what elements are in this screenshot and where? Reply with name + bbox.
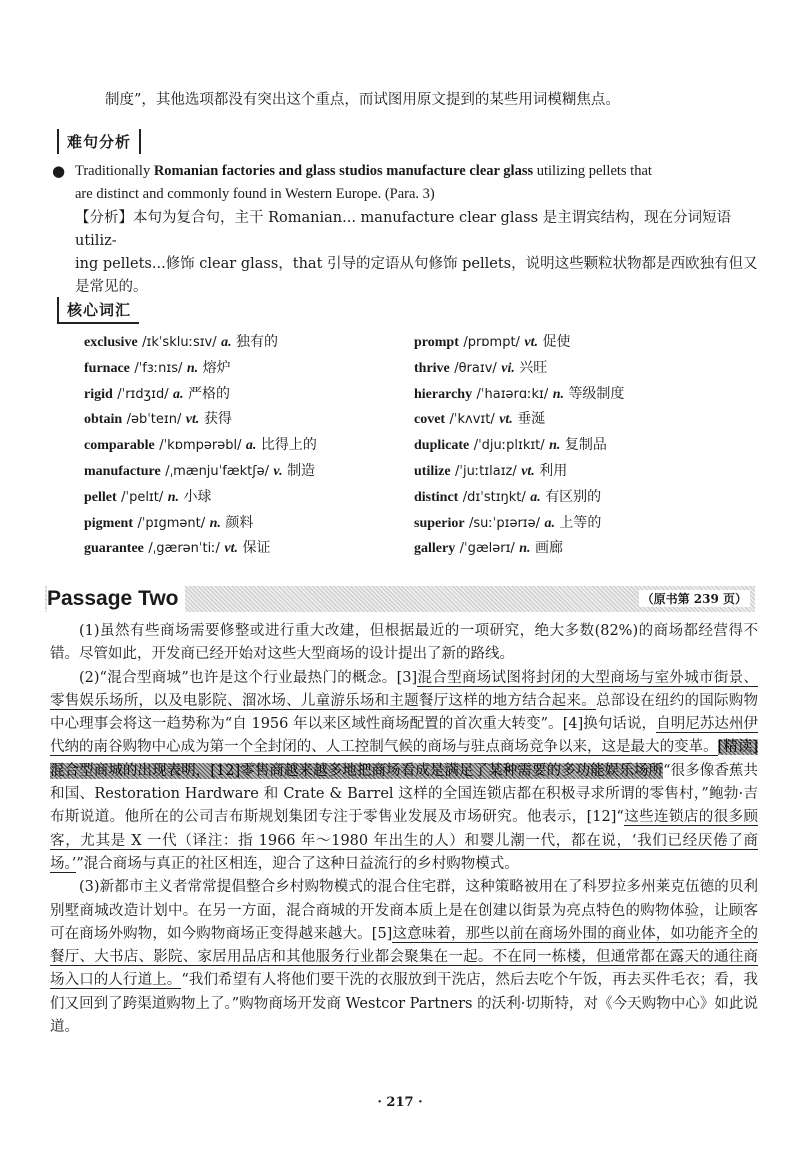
- section-heading-difficult-sentences: 难句分析: [57, 129, 141, 154]
- vocab-pho: /ˈjuːtɪlaɪz/: [455, 463, 517, 479]
- text-run: “很多像香蕉共和国、Restoration Hardware 和 Crate & Barrel 这样的全国连锁店都在积极寻求所谓的零售村，”鲍勃·吉布斯说道。他所在的公司吉布斯规划集团专注于零售业发展及市场研究。他表示，[12]“: [50, 762, 758, 826]
- vocab-word: guarantee: [84, 541, 144, 557]
- vocab-pos: a.: [221, 335, 232, 350]
- vocab-pho: /ˌmænjuˈfæktʃə/: [165, 463, 269, 479]
- vocab-pho: /ˈrɪdʒɪd/: [117, 386, 169, 402]
- vocab-word: rigid: [84, 386, 113, 402]
- vocab-entry: [84, 485, 404, 511]
- vocab-entry: [414, 536, 754, 562]
- vocab-entry: [84, 356, 404, 382]
- vocab-pho: /θraɪv/: [454, 360, 497, 376]
- underlined-text: 混合型商场试图将封闭的大型商场与室外城市街景、零售娱乐场所，以及电影院、溜冰场、儿童游乐场和主题餐厅这样的地方结合起来。: [50, 669, 759, 709]
- vocab-meaning: 比得上的: [260, 437, 317, 454]
- analysis: [75, 207, 765, 299]
- analysis-line: 【分析】本句为复合句，主干 Romanian... manufacture clear glass 是主谓宾结构，现在分词短语 utiliz-: [75, 210, 732, 249]
- vocab-entry: [414, 330, 754, 356]
- vocab-pos: vt.: [499, 412, 513, 428]
- vocab-word: prompt: [414, 335, 459, 350]
- vocab-word: gallery: [414, 541, 456, 557]
- vocab-meaning: 获得: [203, 411, 232, 428]
- vocab-meaning: 等级制度: [568, 385, 625, 402]
- vocab-word: comparable: [84, 438, 155, 454]
- vocab-word: covet: [414, 412, 446, 428]
- vocab-entry: [84, 433, 404, 459]
- top-line: 制度”，其他选项都没有突出这个重点，而试图用原文提到的某些用词模糊焦点。: [105, 92, 620, 108]
- vocab-word: manufacture: [84, 463, 161, 479]
- vocab-entry: [84, 330, 404, 356]
- vocab-pos: a.: [173, 386, 184, 402]
- vocab-pho: /ˈpelɪt/: [121, 489, 164, 505]
- underlined-text: 不在同一栋楼，但通常都在露天的通往商场入口的人行道上。: [50, 949, 759, 989]
- vocab-meaning: 利用: [539, 462, 568, 479]
- passage-title: Passage Two: [47, 586, 185, 612]
- vocab-entry: [84, 459, 404, 485]
- vocab-pho: /ˈgælərɪ/: [459, 541, 515, 557]
- vocab-pos: vt.: [185, 412, 200, 428]
- sentence-line2: are distinct and commonly found in Western Europe. (Para. 3): [75, 186, 435, 202]
- paragraph-2: [50, 667, 758, 877]
- passage-body: [50, 620, 758, 1039]
- vocab-meaning: 复制品: [564, 437, 607, 454]
- vocab-pos: n.: [519, 541, 531, 557]
- vocab-pho: /prɒmpt/: [463, 335, 520, 350]
- vocab-meaning: 严格的: [188, 385, 230, 402]
- text-run: (3)新都市主义者常常提倡整合乡村购物模式的混合住宅群，这种策略被用在了科罗拉多州莱克伍德的贝利别墅商城改造计划中。在另一方面，混合商城的开发商本质上是在创建以街景为亮点特色的购物体验，让顾客可在商场外购物，如今购物商场正变得越来越大。[5]: [50, 879, 758, 942]
- vocab-meaning: 兴旺: [519, 359, 548, 376]
- vocab-meaning: 制造: [287, 462, 316, 479]
- section-heading-core-vocab: 核心词汇: [57, 297, 139, 324]
- vocab-word: obtain: [84, 412, 123, 428]
- vocab-pho: /ˈfɜːnɪs/: [134, 360, 183, 376]
- vocab-entry: [414, 485, 754, 511]
- vocab-word: duplicate: [414, 438, 470, 454]
- vocab-word: thrive: [414, 360, 450, 376]
- vocab-pos: vi.: [501, 360, 515, 376]
- vocab-entry: [84, 536, 404, 562]
- vocab-meaning: 保证: [242, 540, 271, 557]
- vocab-pos: n.: [167, 489, 179, 505]
- vocab-pos: a.: [245, 438, 257, 454]
- vocab-pho: /ˈdjuːplɪkɪt/: [473, 438, 545, 454]
- analysis-line: 是常见的。: [75, 279, 148, 295]
- vocab-pos: n.: [549, 438, 561, 454]
- text-run: “我们希望有人将他们要干洗的衣服放到干洗店，然后去吃个午饭，再去买件毛衣；看，我们又回到了跨渠道购物上了。”购物商场开发商 Westcor Partners 的沃利·切斯特，对《今天购物中心》如此说道。: [50, 972, 758, 1036]
- difficult-sentence: [75, 160, 765, 206]
- vocab-word: utilize: [414, 463, 451, 479]
- vocab-column-right: [414, 330, 754, 562]
- vocab-meaning: 上等的: [559, 514, 602, 531]
- vocab-pho: /ˈpɪgmənt/: [137, 515, 206, 531]
- vocab-pho: /dɪˈstɪŋkt/: [462, 489, 526, 505]
- vocab-meaning: 画廊: [535, 540, 564, 557]
- vocab-pos: n.: [186, 360, 199, 376]
- vocab-meaning: 有区别的: [545, 488, 602, 505]
- vocab-pho: /ˌgærənˈtiː/: [148, 541, 220, 557]
- vocab-pho: /ˈkɒmpərəbl/: [159, 438, 242, 454]
- analysis-line: ing pellets...修饰 clear glass，that 引导的定语从句修饰 pellets，说明这些颗粒状物都是西欧独有但又: [75, 256, 758, 272]
- vocab-entry: [414, 511, 754, 537]
- underlined-text: 这意味着，那些以前在商场外围的商业体，如功能齐全的餐厅、大书店、影院、家居用品店和其他服务行业都会聚集在一起。: [50, 925, 758, 966]
- vocab-meaning: 颜料: [225, 514, 254, 531]
- vocab-word: hierarchy: [414, 386, 473, 402]
- sentence-part: Traditionally: [75, 163, 154, 179]
- vocab-pos: a.: [530, 489, 541, 505]
- vocab-entry: [84, 382, 404, 408]
- underlined-text: 自明尼苏达州伊代纳的南谷购物中心成为第一个全封闭的、人工控制气候的商场与驻点商场竞争以来，这是最大的变革。: [50, 716, 759, 756]
- text-run: 总部设在纽约的国际购物中心理事会将这一趋势称为“自 1956 年以来区域性商场配置的首次重大转变”。[4]换句话说，: [50, 692, 759, 733]
- vocab-pho: /ˈhaɪərɑːkɪ/: [476, 386, 549, 402]
- vocab-meaning: 垂涎: [517, 411, 546, 428]
- vocab-pos: vt.: [524, 335, 538, 350]
- page-number: · 217 ·: [377, 1095, 423, 1110]
- vocab-entry: [84, 407, 404, 433]
- vocab-word: furnace: [84, 360, 130, 376]
- vocab-meaning: 促使: [542, 334, 571, 350]
- vocab-pos: n.: [209, 515, 221, 531]
- vocab-pho: /ˈkʌvɪt/: [449, 412, 495, 428]
- sentence-part: utilizing pellets that: [533, 163, 652, 179]
- passage-source-ref: （原书第 239 页）: [639, 590, 750, 607]
- vocab-word: pigment: [84, 515, 133, 531]
- vocab-entry: [414, 382, 754, 408]
- vocab-column-left: [84, 330, 404, 562]
- bullet-dot: ●: [52, 162, 66, 180]
- sentence-bold: Romanian factories and glass studios manufacture clear glass: [153, 163, 534, 179]
- vocab-meaning: 小球: [183, 488, 212, 505]
- vocab-entry: [414, 407, 754, 433]
- vocab-pho: /əbˈteɪn/: [126, 412, 182, 428]
- paragraph-3: [50, 876, 758, 1039]
- vocab-pos: v.: [273, 463, 283, 479]
- vocab-pho: /suːˈpɪərɪə/: [469, 515, 540, 531]
- underlined-text: 这些连锁店的很多顾客，尤其是 X 一代（译注：指 1966 年～1980 年出生的人）和婴儿潮一代，都在说，‘我们已经厌倦了商场。’: [50, 809, 758, 872]
- vocab-meaning: 独有的: [236, 334, 279, 350]
- vocab-entry: [414, 459, 754, 485]
- vocab-pos: vt.: [224, 541, 239, 557]
- vocab-entry: [84, 511, 404, 537]
- text-run: (2)“混合型商城”也许是这个行业最热门的概念。[3]: [79, 669, 418, 686]
- vocab-word: exclusive: [84, 335, 138, 350]
- vocab-entry: [414, 356, 754, 382]
- highlighted-text: [精读] 混合型商城的出现表明，[12]零售商越来越多地把商场看成是满足了某种需要的多功能娱乐场所: [50, 739, 758, 779]
- vocab-pos: a.: [544, 515, 555, 531]
- vocab-pos: vt.: [521, 463, 535, 479]
- vocab-word: pellet: [84, 489, 117, 505]
- vocab-pho: /ɪkˈskluːsɪv/: [142, 335, 217, 350]
- vocab-pos: n.: [552, 386, 564, 402]
- vocab-entry: [414, 433, 754, 459]
- vocab-meaning: 熔炉: [202, 359, 231, 376]
- text-run: ”混合商场与真正的社区相连，迎合了这种日益流行的乡村购物模式。: [76, 855, 519, 872]
- vocab-word: distinct: [414, 489, 459, 505]
- vocab-word: superior: [414, 515, 465, 531]
- paragraph-1: (1)虽然有些商场需要修整或进行重大改建，但根据最近的一项研究，绝大多数(82%)的商场都经营得不错。尽管如此，开发商已经开始对这些大型商场的设计提出了新的路线。: [50, 623, 758, 663]
